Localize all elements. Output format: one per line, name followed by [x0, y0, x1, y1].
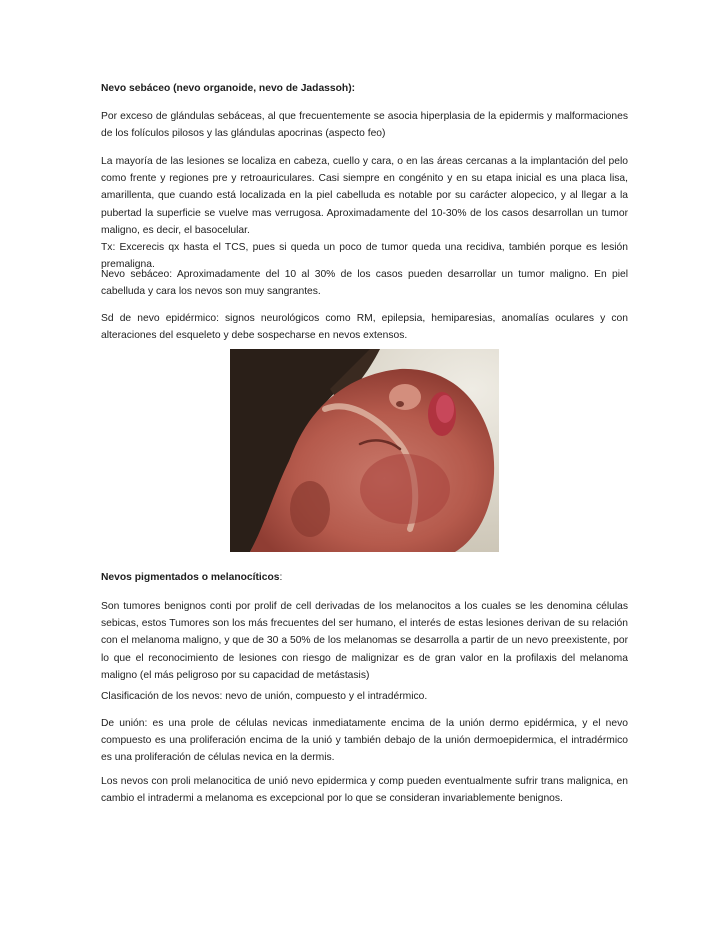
- paragraph-nevo-sebaceo-note: Nevo sebáceo: Aproximadamente del 10 al 30% de los casos pueden desarrollar un tumor maligno. En piel cabelluda y cara los nevos son muy sangrantes.: [101, 269, 628, 298]
- paragraph-treatment: Tx: Excerecis qx hasta el TCS, pues si queda un poco de tumor queda una recidiva, también porque es lesión premaligna.: [101, 242, 628, 271]
- paragraph-epidermal-nevus-syndrome: Sd de nevo epidérmico: signos neurológicos como RM, epilepsia, hemiparesias, anomalías oculares y con alteraciones del esqueleto y debe sospecharse en nevos extensos.: [101, 313, 628, 342]
- paragraph-melanocytic-definition: Son tumores benignos conti por prolif de cell derivadas de los melanocitos a los cuales se les denomina células sebicas, estos Tumores son los más frecuentes del ser humano, el interés de estas lesiones derivan de su relación con el melanoma maligno, y que de 30 a 50% de los melanomas se desarrolla a partir de un nevo preexistente, por lo que el reconocimiento de lesiones con riesgo de malignizar es de gran valor en la profilaxis del melanoma maligno (el más peligroso por su capacidad de metástasis): [101, 601, 628, 681]
- heading-nevos-pigmentados: [101, 569, 628, 586]
- paragraph-definition: Por exceso de glándulas sebáceas, al que frecuentemente se asocia hiperplasia de la epidermis y malformaciones de los folículos pilosos y las glándulas apocrinas (aspecto feo): [101, 111, 628, 140]
- paragraph-classification: Clasificación de los nevos: nevo de unión, compuesto y el intradérmico.: [101, 691, 428, 702]
- paragraph-malignant-transformation: Los nevos con proli melanocitica de unió nevo epidermica y comp pueden eventualmente sufrir trans malignica, en cambio el intradermi a melanoma es excepcional por lo que se consideran invariablemente benignos.: [101, 776, 628, 805]
- heading-nevos-pigmentados-text: Nevos pigmentados o melanocíticos: [101, 572, 280, 583]
- clinical-photo: [230, 349, 499, 552]
- heading-nevo-sebaceo: Nevo sebáceo (nevo organoide, nevo de Jadassoh):: [101, 83, 356, 94]
- heading-colon: :: [279, 572, 283, 583]
- paragraph-localization: La mayoría de las lesiones se localiza en cabeza, cuello y cara, o en las áreas cercanas a la implantación del pelo como frente y regiones pre y retroauriculares. Casi siempre en congénito y en su etapa inicial es una placa lisa, amarillenta, que cuando está localizada en la piel cabelluda es notable por su carácter alopecico, y al llegar a la pubertad la superficie se vuelve mas verrugosa. Aproximadamente del 10-30% de los casos desarrollan un tumor maligno, es decir, el basocelular.: [101, 156, 628, 236]
- paragraph-junctional: De unión: es una prole de células nevicas inmediatamente encima de la unión dermo epidérmica, y el nevo compuesto es una proliferación encima de la unió y también debajo de la unión dermoepidermica, el intradérmico es una proliferación de células nevica en la dermis.: [101, 718, 628, 764]
